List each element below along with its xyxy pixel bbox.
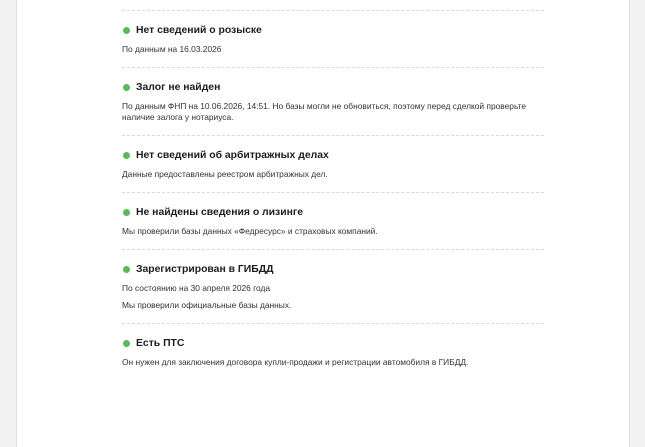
check-description: Мы проверили базы данных «Федресурс» и страховых компаний. (122, 226, 378, 236)
status-ok-dot-icon (123, 266, 130, 273)
status-ok-dot-icon (123, 152, 130, 159)
report-card (16, 0, 630, 447)
check-description: Мы проверили официальные базы данных. (122, 300, 292, 310)
check-description: По данным ФНП на 10.06.2026, 14:51. Но базы могли не обновиться, поэтому перед сделкой проверьте наличие залога у нотариуса. (122, 101, 527, 122)
check-item-wanted (122, 10, 544, 67)
check-item-pts (122, 323, 544, 380)
check-description: Он нужен для заключения договора купли-продажи и регистрации автомобиля в ГИБДД. (122, 357, 469, 367)
status-ok-dot-icon (123, 209, 130, 216)
check-description: Данные предоставлены реестром арбитражных дел. (122, 169, 328, 179)
check-title: Залог не найден (136, 81, 221, 93)
check-header (122, 261, 544, 277)
check-header (122, 147, 544, 163)
check-title: Не найдены сведения о лизинге (136, 206, 303, 218)
check-item-pledge (122, 67, 544, 135)
status-ok-dot-icon (123, 84, 130, 91)
check-item-arbitration (122, 135, 544, 192)
check-title: Есть ПТС (136, 337, 185, 349)
status-ok-dot-icon (123, 340, 130, 347)
checks-list (122, 10, 544, 380)
check-item-registration (122, 249, 544, 323)
check-title: Нет сведений об арбитражных делах (136, 149, 329, 161)
check-header (122, 335, 544, 351)
check-title: Зарегистрирован в ГИБДД (136, 263, 274, 275)
check-item-leasing (122, 192, 544, 249)
check-description: По данным на 16.03.2026 (122, 44, 222, 54)
status-ok-dot-icon (123, 27, 130, 34)
check-header (122, 204, 544, 220)
check-title: Нет сведений о розыске (136, 24, 262, 36)
check-header (122, 22, 544, 38)
check-description: По состоянию на 30 апреля 2026 года (122, 283, 271, 293)
check-header (122, 79, 544, 95)
